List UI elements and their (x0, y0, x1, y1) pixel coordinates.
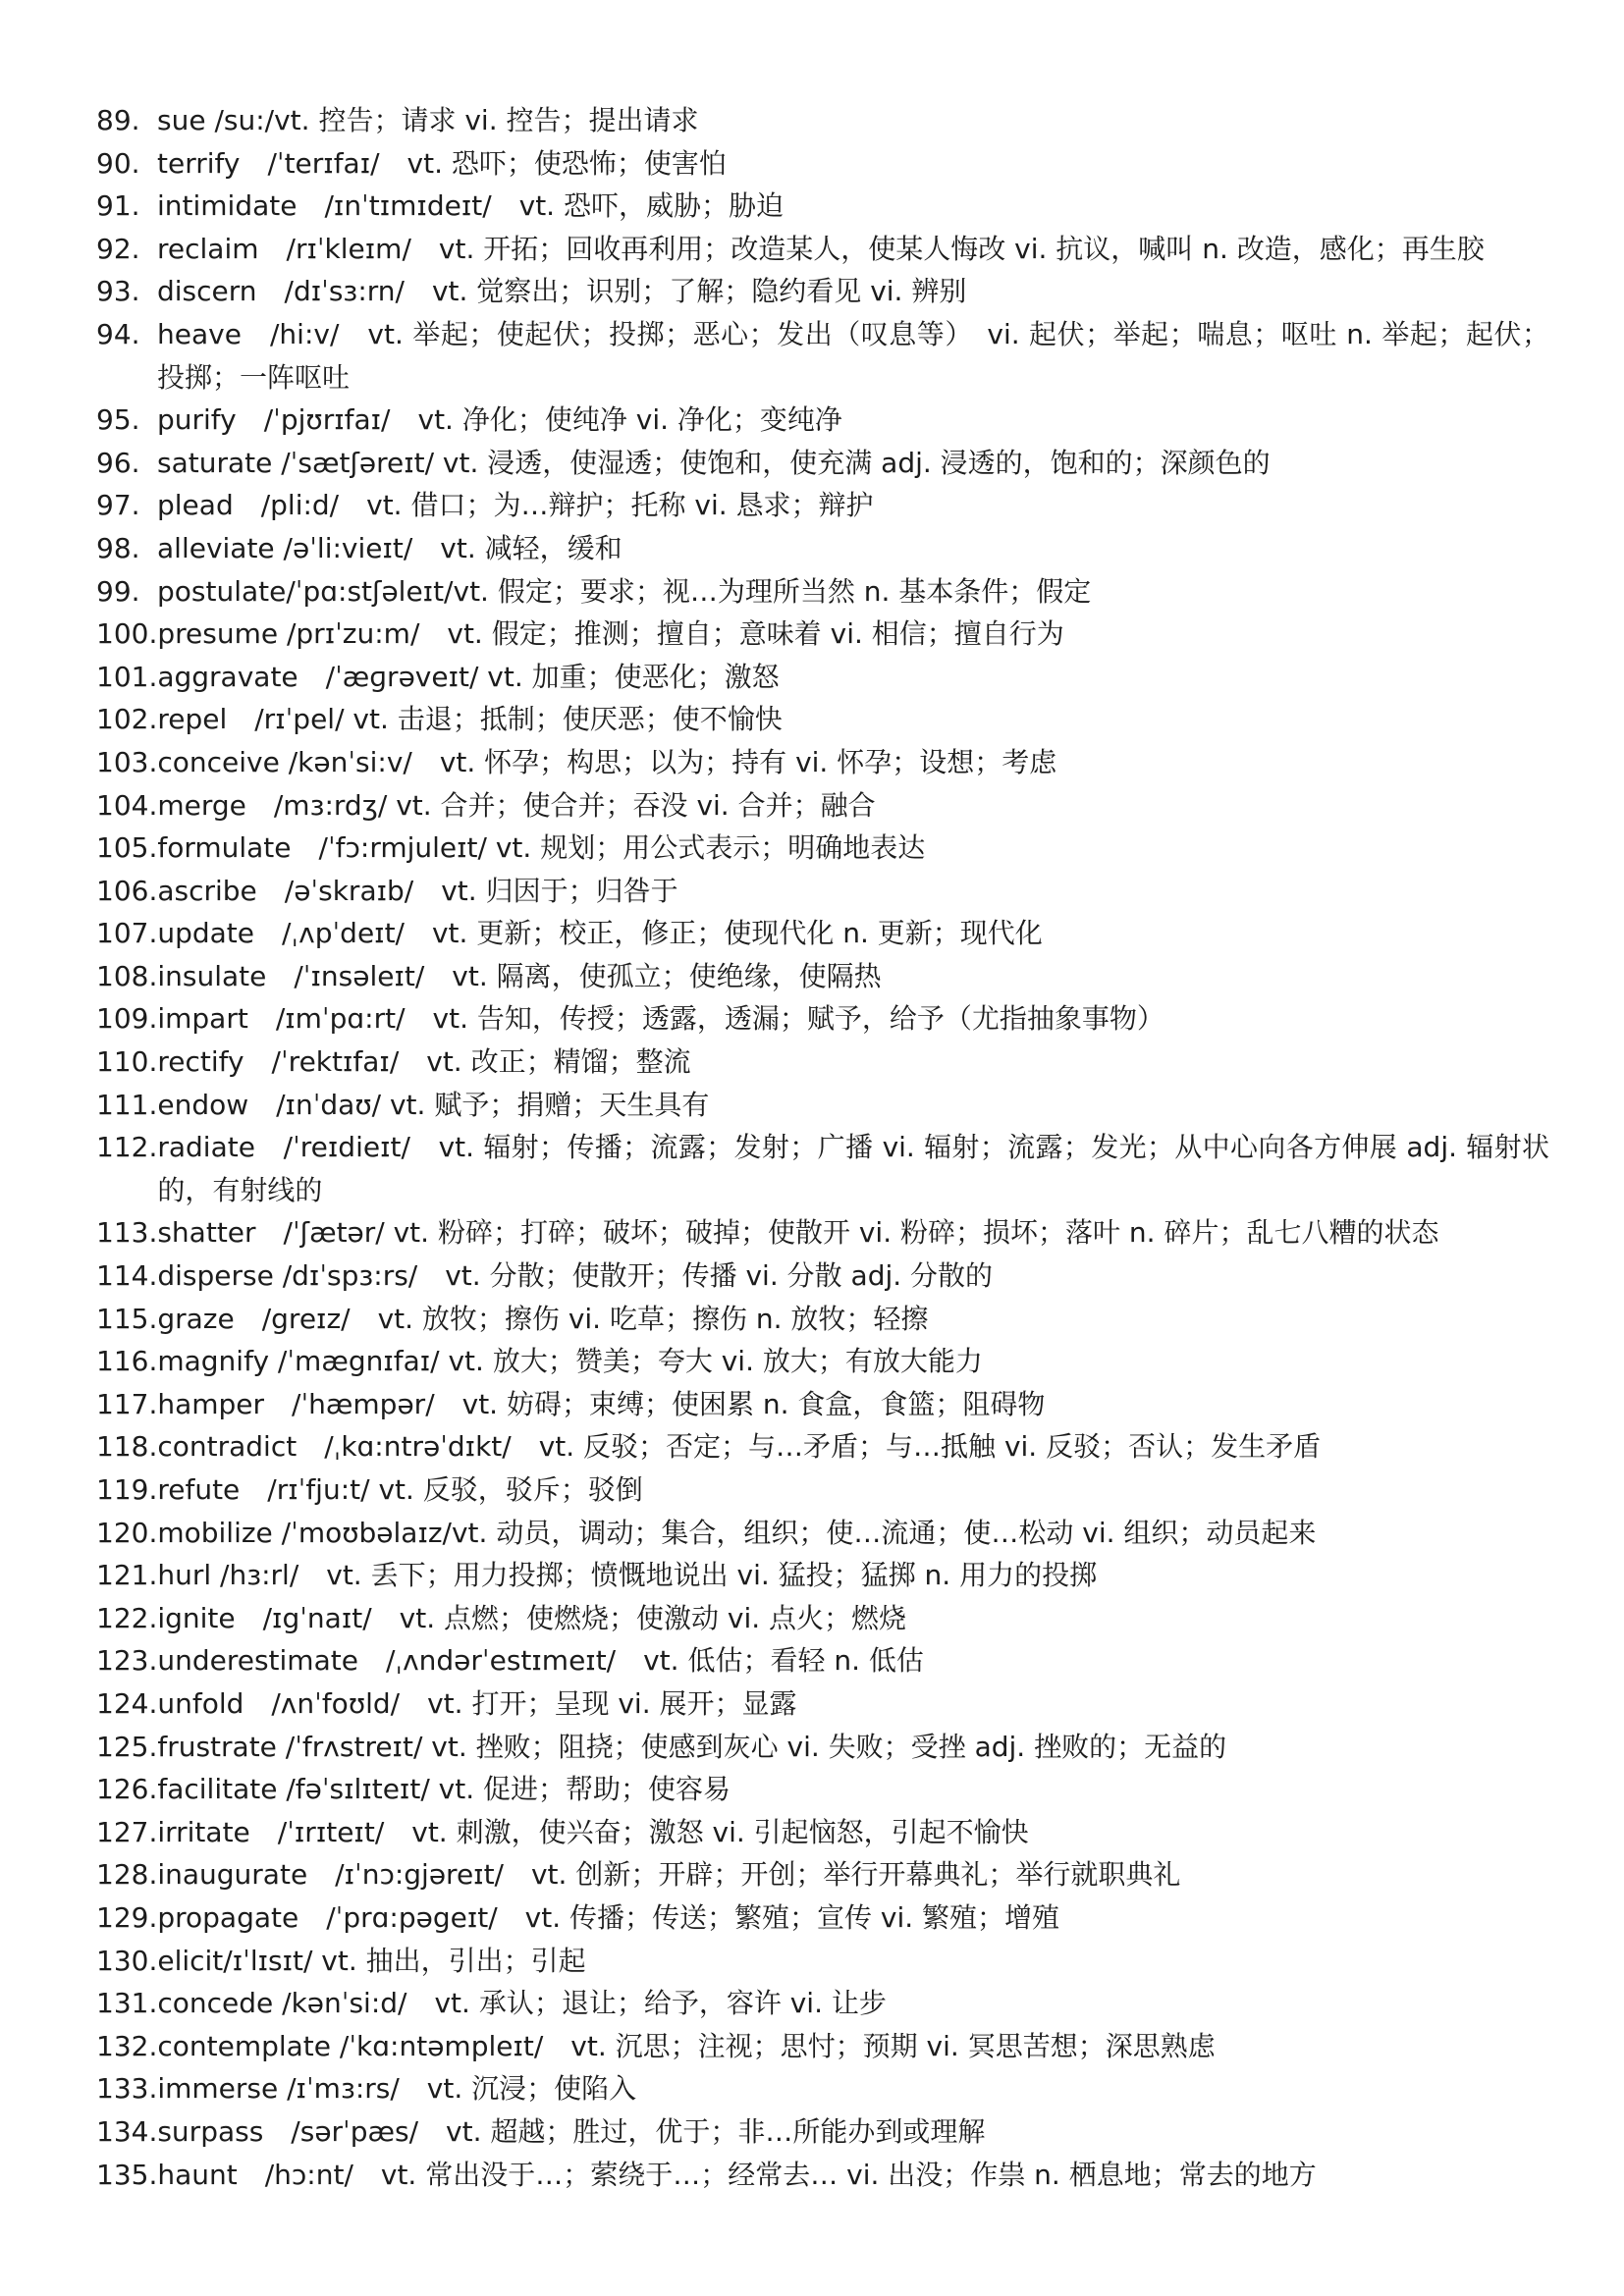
vocab-entry (96, 2067, 1549, 2110)
entry-text: graze /greɪz/ vt. 放牧；擦伤 vi. 吃草；擦伤 n. 放牧；轻擦 (157, 1302, 929, 1335)
entry-text: contradict /ˌkɑ:ntrəˈdɪkt/ vt. 反驳；否定；与…矛盾；与…抵触 vi. 反驳；否认；发生矛盾 (157, 1430, 1322, 1464)
entry-number: 99. (96, 574, 140, 608)
entry-text: conceive /kənˈsi:v/ vt. 怀孕；构思；以为；持有 vi. 怀孕；设想；考虑 (157, 745, 1057, 778)
entry-text: terrify /ˈterɪfaɪ/ vt. 恐吓；使恐怖；使害怕 (157, 146, 727, 180)
entry-number: 119. (96, 1473, 158, 1506)
vocab-entry (96, 527, 1549, 570)
entry-number: 124. (96, 1686, 158, 1720)
vocab-entry (96, 1512, 1549, 1555)
entry-text: elicit/ɪˈlɪsɪt/ vt. 抽出，引出；引起 (157, 1944, 586, 1977)
vocab-entry (96, 270, 1549, 313)
entry-number: 121. (96, 1559, 158, 1592)
entry-number: 114. (96, 1259, 158, 1293)
entry-number: 120. (96, 1516, 158, 1549)
vocab-entry (96, 1041, 1549, 1084)
entry-number: 135. (96, 2158, 158, 2191)
vocab-entry (96, 997, 1549, 1041)
vocab-entry (96, 1811, 1549, 1854)
vocab-entry (96, 613, 1549, 656)
entry-text: presume /prɪˈzu:m/ vt. 假定；推测；擅自；意味着 vi. 相信；擅自行为 (157, 617, 1064, 651)
entry-text: magnify /ˈmægnɪfaɪ/ vt. 放大；赞美；夸大 vi. 放大；有放大能力 (157, 1345, 983, 1378)
entry-number: 108. (96, 959, 158, 992)
entry-number: 134. (96, 2114, 158, 2148)
entry-text: discern /dɪˈsɜ:rn/ vt. 觉察出；识别；了解；隐约看见 vi. 辨别 (157, 275, 967, 308)
entry-number: 130. (96, 1944, 158, 1977)
entry-text: refute /rɪˈfju:t/ vt. 反驳，驳斥；驳倒 (157, 1473, 643, 1506)
vocab-entry (96, 313, 1549, 399)
vocab-entry (96, 827, 1549, 870)
entry-text: heave /hi:v/ vt. 举起；使起伏；投掷；恶心；发出（叹息等） vi. 起伏；举起；喘息；呕吐 n. 举起；起伏；投掷；一阵呕吐 (157, 317, 1549, 394)
entry-text: update /ˌʌpˈdeɪt/ vt. 更新；校正，修正；使现代化 n. 更新；现代化 (157, 917, 1043, 950)
vocab-entry (96, 99, 1549, 142)
entry-text: concede /kənˈsi:d/ vt. 承认；退让；给予，容许 vi. 让步 (157, 1987, 887, 2020)
entry-number: 123. (96, 1644, 158, 1678)
entry-text: hamper /ˈhæmpər/ vt. 妨碍；束缚；使困累 n. 食盒，食篮；阻碍物 (157, 1387, 1046, 1420)
entry-text: underestimate /ˌʌndərˈestɪmeɪt/ vt. 低估；看轻 n. 低估 (157, 1644, 924, 1678)
entry-number: 101. (96, 660, 158, 693)
entry-number: 115. (96, 1302, 158, 1335)
entry-text: intimidate /ɪnˈtɪmɪdeɪt/ vt. 恐吓，威胁；胁迫 (157, 189, 784, 223)
entry-number: 128. (96, 1858, 158, 1892)
vocab-entry (96, 2025, 1549, 2068)
entry-number: 94. (96, 317, 140, 350)
vocab-entry (96, 870, 1549, 913)
entry-number: 112. (96, 1131, 158, 1164)
vocab-entry (96, 955, 1549, 998)
entry-text: aggravate /ˈæɡrəveɪt/ vt. 加重；使恶化；激怒 (157, 660, 780, 693)
entry-number: 111. (96, 1088, 158, 1121)
entry-number: 89. (96, 104, 140, 136)
entry-number: 97. (96, 489, 140, 522)
entry-text: ignite /ɪgˈnaɪt/ vt. 点燃；使燃烧；使激动 vi. 点火；燃烧 (157, 1601, 907, 1634)
vocab-entry (96, 1383, 1549, 1426)
entry-text: postulate/ˈpɑ:stʃəleɪt/vt. 假定；要求；视…为理所当然 n. 基本条件；假定 (157, 574, 1092, 608)
entry-text: hurl /hɜ:rl/ vt. 丢下；用力投掷；愤慨地说出 vi. 猛投；猛掷 n. 用力的投掷 (157, 1559, 1098, 1592)
entry-number: 93. (96, 275, 140, 308)
vocab-entry (96, 1768, 1549, 1811)
entry-text: merge /mɜ:rdʒ/ vt. 合并；使合并；吞没 vi. 合并；融合 (157, 788, 876, 822)
entry-text: radiate /ˈreɪdieɪt/ vt. 辐射；传播；流露；发射；广播 vi. 辐射；流露；发光；从中心向各方伸展 adj. 辐射状的，有射线的 (157, 1131, 1549, 1206)
entry-text: inaugurate /ɪˈnɔ:gjəreɪt/ vt. 创新；开辟；开创；举行开幕典礼；举行就职典礼 (157, 1858, 1181, 1892)
entry-number: 92. (96, 232, 140, 265)
vocab-entry (96, 228, 1549, 271)
entry-text: ascribe /əˈskraɪb/ vt. 归因于；归咎于 (157, 874, 678, 907)
vocabulary-list (96, 99, 1549, 2196)
entry-text: rectify /ˈrektɪfaɪ/ vt. 改正；精馏；整流 (157, 1045, 691, 1079)
vocab-entry (96, 1896, 1549, 1940)
vocab-entry (96, 656, 1549, 699)
vocab-entry (96, 1639, 1549, 1682)
entry-text: surpass /sərˈpæs/ vt. 超越；胜过，优于；非…所能办到或理解 (157, 2114, 986, 2148)
vocab-entry (96, 1940, 1549, 1983)
vocab-entry (96, 1554, 1549, 1597)
vocab-entry (96, 1211, 1549, 1255)
entry-number: 113. (96, 1216, 158, 1250)
vocab-entry (96, 570, 1549, 614)
entry-text: immerse /ɪˈmɜ:rs/ vt. 沉浸；使陷入 (157, 2072, 637, 2106)
entry-text: disperse /dɪˈspɜ:rs/ vt. 分散；使散开；传播 vi. 分散 adj. 分散的 (157, 1259, 994, 1293)
entry-number: 96. (96, 446, 140, 479)
entry-number: 129. (96, 1900, 158, 1934)
entry-text: impart /ɪmˈpɑ:rt/ vt. 告知，传授；透露，透漏；赋予，给予（尤指抽象事物） (157, 1002, 1164, 1036)
entry-number: 104. (96, 788, 158, 822)
entry-number: 126. (96, 1773, 158, 1806)
vocab-entry (96, 1682, 1549, 1726)
entry-number: 103. (96, 745, 158, 778)
vocab-entry (96, 1597, 1549, 1640)
entry-number: 95. (96, 403, 140, 437)
entry-text: plead /pli:d/ vt. 借口；为…辩护；托称 vi. 恳求；辩护 (157, 489, 874, 522)
entry-number: 90. (96, 146, 140, 180)
entry-text: alleviate /əˈli:vieɪt/ vt. 减轻，缓和 (157, 531, 623, 564)
entry-number: 91. (96, 189, 140, 223)
vocab-entry (96, 1468, 1549, 1512)
vocab-entry (96, 399, 1549, 442)
entry-text: propagate /ˈprɑ:pəgeɪt/ vt. 传播；传送；繁殖；宣传 vi. 繁殖；增殖 (157, 1900, 1060, 1934)
entry-text: saturate /ˈsætʃəreɪt/ vt. 浸透，使湿透；使饱和，使充满 adj. 浸透的，饱和的；深颜色的 (157, 446, 1271, 479)
vocab-entry (96, 698, 1549, 741)
entry-number: 116. (96, 1345, 158, 1378)
entry-text: reclaim /rɪˈkleɪm/ vt. 开拓；回收再利用；改造某人，使某人悔改 vi. 抗议，喊叫 n. 改造，感化；再生胶 (157, 232, 1485, 265)
vocab-entry (96, 2154, 1549, 2197)
vocab-entry (96, 1853, 1549, 1896)
vocab-entry (96, 912, 1549, 955)
vocab-entry (96, 142, 1549, 186)
vocab-entry (96, 1425, 1549, 1468)
entry-text: irritate /ˈɪrɪteɪt/ vt. 刺激，使兴奋；激怒 vi. 引起恼怒，引起不愉快 (157, 1815, 1029, 1848)
entry-number: 125. (96, 1730, 158, 1763)
vocab-entry (96, 784, 1549, 828)
vocab-entry (96, 1126, 1549, 1211)
entry-number: 122. (96, 1601, 158, 1634)
entry-text: unfold /ʌnˈfoʊld/ vt. 打开；呈现 vi. 展开；显露 (157, 1686, 797, 1720)
entry-text: haunt /hɔ:nt/ vt. 常出没于…；萦绕于…；经常去… vi. 出没；作祟 n. 栖息地；常去的地方 (157, 2158, 1317, 2191)
vocab-entry (96, 1298, 1549, 1341)
entry-text: contemplate /ˈkɑ:ntəmpleɪt/ vt. 沉思；注视；思忖；预期 vi. 冥思苦想；深思熟虑 (157, 2029, 1216, 2062)
vocab-entry (96, 1084, 1549, 1127)
entry-number: 110. (96, 1045, 158, 1079)
entry-text: endow /ɪnˈdaʊ/ vt. 赋予；捐赠；天生具有 (157, 1088, 710, 1121)
entry-number: 105. (96, 831, 158, 865)
entry-text: purify /ˈpjʊrɪfaɪ/ vt. 净化；使纯净 vi. 净化；变纯净 (157, 403, 842, 437)
entry-number: 106. (96, 874, 158, 907)
entry-text: insulate /ˈɪnsəleɪt/ vt. 隔离，使孤立；使绝缘，使隔热 (157, 959, 882, 992)
entry-number: 109. (96, 1002, 158, 1036)
vocab-entry (96, 185, 1549, 228)
entry-text: mobilize /ˈmoʊbəlaɪz/vt. 动员，调动；集合，组织；使…流通；使…松动 vi. 组织；动员起来 (157, 1516, 1317, 1549)
entry-number: 117. (96, 1387, 158, 1420)
vocab-entry (96, 1982, 1549, 2025)
entry-number: 100. (96, 617, 158, 651)
entry-number: 118. (96, 1430, 158, 1464)
entry-text: formulate /ˈfɔ:rmjuleɪt/ vt. 规划；用公式表示；明确地表达 (157, 831, 926, 865)
entry-text: shatter /ˈʃætər/ vt. 粉碎；打碎；破坏；破掉；使散开 vi. 粉碎；损坏；落叶 n. 碎片；乱七八糟的状态 (157, 1216, 1439, 1250)
entry-text: sue /su:/vt. 控告；请求 vi. 控告；提出请求 (157, 104, 699, 136)
vocab-entry (96, 2110, 1549, 2154)
vocab-entry (96, 741, 1549, 784)
vocab-entry (96, 1255, 1549, 1298)
entry-text: facilitate /fəˈsɪlɪteɪt/ vt. 促进；帮助；使容易 (157, 1773, 731, 1806)
entry-number: 98. (96, 531, 140, 564)
entry-number: 102. (96, 703, 158, 736)
vocab-entry (96, 1726, 1549, 1769)
entry-text: repel /rɪˈpel/ vt. 击退；抵制；使厌恶；使不愉快 (157, 703, 783, 736)
vocab-entry (96, 1340, 1549, 1383)
entry-text: frustrate /ˈfrʌstreɪt/ vt. 挫败；阻挠；使感到灰心 vi. 失败；受挫 adj. 挫败的；无益的 (157, 1730, 1227, 1763)
entry-number: 131. (96, 1987, 158, 2020)
entry-number: 107. (96, 917, 158, 950)
vocab-entry (96, 484, 1549, 527)
entry-number: 132. (96, 2029, 158, 2062)
entry-number: 133. (96, 2072, 158, 2106)
entry-number: 127. (96, 1815, 158, 1848)
vocab-entry (96, 442, 1549, 485)
